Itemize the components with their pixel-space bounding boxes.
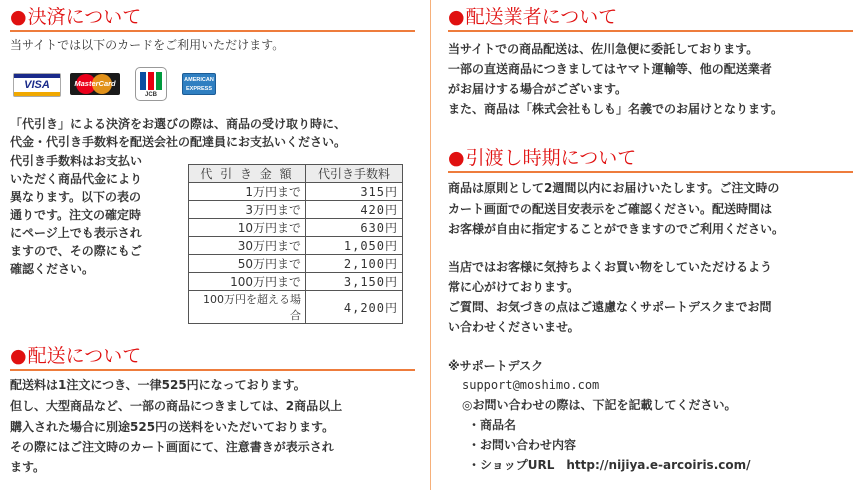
table-cell-range: 10万円まで [189,219,306,237]
shipping-heading: ●配送について [10,341,415,371]
column-header-fee: 代引き手数料 [306,165,403,183]
support-title: ※サポートデスク [448,359,544,373]
table-row [189,255,403,273]
carrier-line: また、商品は「株式会社もしも」名義でのお届けとなります。 [448,102,784,116]
table-row [189,201,403,219]
fee-note-line: 確認ください。 [10,262,95,276]
message-line: 当店ではお客様に気持ちよくお買い物をしていただけるよう [448,260,773,274]
payment-heading: ●決済について [10,2,415,32]
table-row [189,183,403,201]
carrier-line: がお届けする場合がございます。 [448,82,628,96]
table-cell-range: 100万円を超える場合 [189,291,306,324]
table-cell-range: 30万円まで [189,237,306,255]
shipping-line: 購入された場合に別途525円の送料をいただいております。 [10,420,335,434]
fee-note-line: にページ上でも表示され [10,226,142,240]
table-cell-fee: 3,150円 [306,273,403,291]
shipping-line: その際にはご注文時のカート画面にて、注意書きが表示され [10,440,334,454]
message-line: い合わせくださいませ。 [448,320,580,334]
cod-note-line2: 代金・代引き手数料を配送会社の配達員にお支払いください。 [10,135,347,149]
table-cell-range: 50万円まで [189,255,306,273]
bullet-dot-icon: ● [10,345,27,367]
column-divider [430,0,431,490]
cod-note-line1: 「代引き」による決済をお選びの際は、商品の受け取り時に、 [10,117,347,131]
visa-card-icon: VISA [13,73,61,97]
cod-fee-table [188,164,403,324]
table-cell-range: 100万円まで [189,273,306,291]
support-item: ・商品名 [468,418,517,432]
table-row [189,219,403,237]
table-row [189,273,403,291]
fee-note-line: 異なります。以下の表の [10,190,142,204]
mastercard-card-icon: MasterCard [70,73,120,95]
bullet-dot-icon: ● [448,6,465,28]
table-cell-fee: 1,050円 [306,237,403,255]
shipping-line: 配送料は1注文につき、一律525円になっております。 [10,378,306,392]
support-instruction: ◎お問い合わせの際は、下記を記載してください。 [462,398,737,412]
bullet-dot-icon: ● [10,6,27,28]
payment-intro: 当サイトでは以下のカードをご利用いただけます。 [10,38,285,52]
delivery-heading: ●引渡し時期について [448,143,853,173]
fee-note-line: ますので、その際にもご [10,244,142,258]
fee-note-line: いただく商品代金により [10,172,143,186]
delivery-line: カート画面での配送目安表示をご確認ください。配送時間は [448,202,773,216]
amex-card-icon: AMERICAN EXPRESS [182,73,216,95]
table-cell-fee: 315円 [306,183,403,201]
bullet-dot-icon: ● [448,147,465,169]
delivery-line: 商品は原則として2週間以内にお届けいたします。ご注文時の [448,181,780,195]
carrier-heading: ●配送業者について [448,2,853,32]
support-item-shop-url[interactable]: ・ショップURL http://nijiya.e-arcoiris.com/ [468,458,751,472]
jcb-card-icon: JCB [135,67,167,101]
table-cell-range: 1万円まで [189,183,306,201]
support-email-link[interactable]: support@moshimo.com [462,378,600,392]
table-cell-fee: 4,200円 [306,291,403,324]
delivery-line: お客様が自由に指定することができますのでご利用ください。 [448,222,785,236]
table-cell-fee: 2,100円 [306,255,403,273]
fee-note-line: 通りです。注文の確定時 [10,208,142,222]
table-cell-fee: 420円 [306,201,403,219]
table-header-row [189,165,403,183]
shipping-line: ます。 [10,460,46,474]
column-header-amount: 代 引 き 金 額 [189,165,306,183]
table-cell-range: 3万円まで [189,201,306,219]
table-row [189,237,403,255]
message-line: ご質問、お気づきの点はご遠慮なくサポートデスクまでお問 [448,300,772,314]
table-cell-fee: 630円 [306,219,403,237]
shipping-line: 但し、大型商品など、一部の商品につきましては、2商品以上 [10,399,343,413]
message-line: 常に心がけております。 [448,280,580,294]
carrier-line: 一部の直送商品につきましてはヤマト運輸等、他の配送業者 [448,62,772,76]
carrier-line: 当サイトでの商品配送は、佐川急便に委託しております。 [448,42,759,56]
support-item: ・お問い合わせ内容 [468,438,577,452]
table-row [189,291,403,324]
fee-note-line: 代引き手数料はお支払い [10,154,143,168]
